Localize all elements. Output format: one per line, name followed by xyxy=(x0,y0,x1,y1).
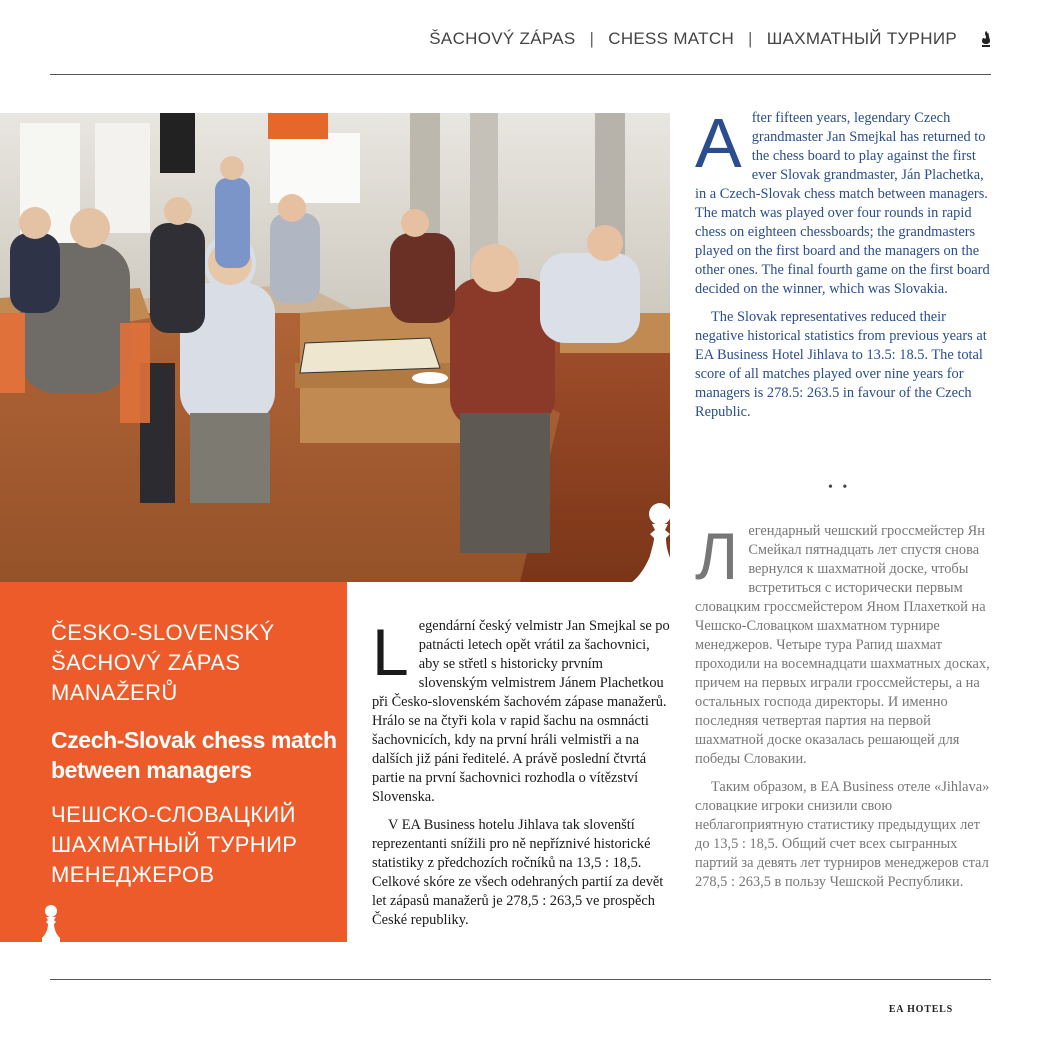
footer-brand: EA HOTELS xyxy=(888,1004,953,1015)
chess-tournament-photo xyxy=(0,113,670,582)
paragraph: fter fifteen years, legendary Czech grandmaster Jan Smejkal has returned to the chess board to play against the first ever Slovak grandmaster, Ján Plachetka, in a Czech-Slovak chess match between managers. The match was played over four rounds in rapid chess on eighteen chessboards; the grandmasters played on the first board and the managers on the other ones. The final fourth game on the first board decided on the winner, which was Slovakia. xyxy=(695,110,990,297)
chess-pawn-icon xyxy=(38,904,64,942)
section-divider-dots: • • xyxy=(828,480,851,495)
chess-pawn-icon xyxy=(632,500,676,582)
drop-cap: L xyxy=(372,615,409,689)
header-separator: | xyxy=(748,29,753,48)
title-cz: ČESKO-SLOVENSKÝ ŠACHOVÝ ZÁPAS MANAŽERŮ xyxy=(51,620,275,705)
header-title-en: CHESS MATCH xyxy=(608,29,735,48)
header-rule xyxy=(50,74,991,75)
paragraph: Таким образом, в EA Business отеле «Jihlava» словацкие игроки снизили свою неблагоприятную статистику предыдущих лет до 13,5 : 18,5. Общий счет всех сыгранных партий за девять лет турниров менеджеров стал 278,5 : 263,5 в пользу Чешской Республики. xyxy=(695,779,990,890)
drop-cap: Л xyxy=(695,519,739,593)
paragraph: The Slovak representatives reduced their negative historical statistics from previous years at EA Business Hotel Jihlava to 13.5: 18.5. The total score of all matches played over nine years for managers is 278.5: 263.5 in favour of the Czech Republic. xyxy=(695,309,987,420)
flame-icon xyxy=(979,30,993,48)
footer-rule xyxy=(50,979,991,980)
title-ru: ЧЕШСКО-СЛОВАЦКИЙ ШАХМАТНЫЙ ТУРНИР МЕНЕДЖЕРОВ xyxy=(51,802,298,887)
article-russian xyxy=(695,519,995,892)
article-czech xyxy=(372,617,672,930)
header-separator: | xyxy=(589,29,595,48)
drop-cap: A xyxy=(695,104,742,182)
header-title-cz: ŠACHOVÝ ZÁPAS xyxy=(429,29,576,48)
article-english xyxy=(695,104,995,422)
title-box xyxy=(0,582,347,942)
header-title-ru: ШАХМАТНЫЙ ТУРНИР xyxy=(766,29,957,48)
running-header xyxy=(429,28,993,50)
paragraph: egendární český velmistr Jan Smejkal se po patnácti letech opět vrátil za šachovnici, aby se střetl s historicky prvním slovenským velmistrem Jánem Plachetkou při Česko-slovenském šachovém zápase manažerů. Hrálo se na čtyři kola v rapid šachu na osmnácti šachovnicích, kdy na první hráli velmistři a na dalších již páni ředitelé. A právě poslední čtvrtá partie na první šachovnici rozhodla o vítězství Slovenska. xyxy=(372,618,670,805)
title-en: Czech-Slovak chess match between managers xyxy=(51,727,337,783)
paragraph: егендарный чешский гроссмейстер Ян Смейкал пятнадцать лет спустя снова вернулся к шахматной доске, чтобы встретиться с исторически первым словацким гроссмейстером Яном Плахеткой на Чешско-Словацком шахматном турнире менеджеров. Четыре тура Рапид шахмат проходили на восемнадцати шахматных досках, причем на первых играли гроссмейстеры, а на остальных господа директоры. И именно последняя четвертая партия на первой шахматной доске оказалась решающей для победы Словакии. xyxy=(695,523,990,767)
paragraph: V EA Business hotelu Jihlava tak slovenští reprezentanti snížili pro ně nepříznivé historické statistiky z předchozích ročníků na 13,5 : 18,5. Celkové skóre ze všech odehraných partií za devět let zápasů manažerů je 278,5 : 263,5 ve prospěch České republiky. xyxy=(372,817,664,928)
